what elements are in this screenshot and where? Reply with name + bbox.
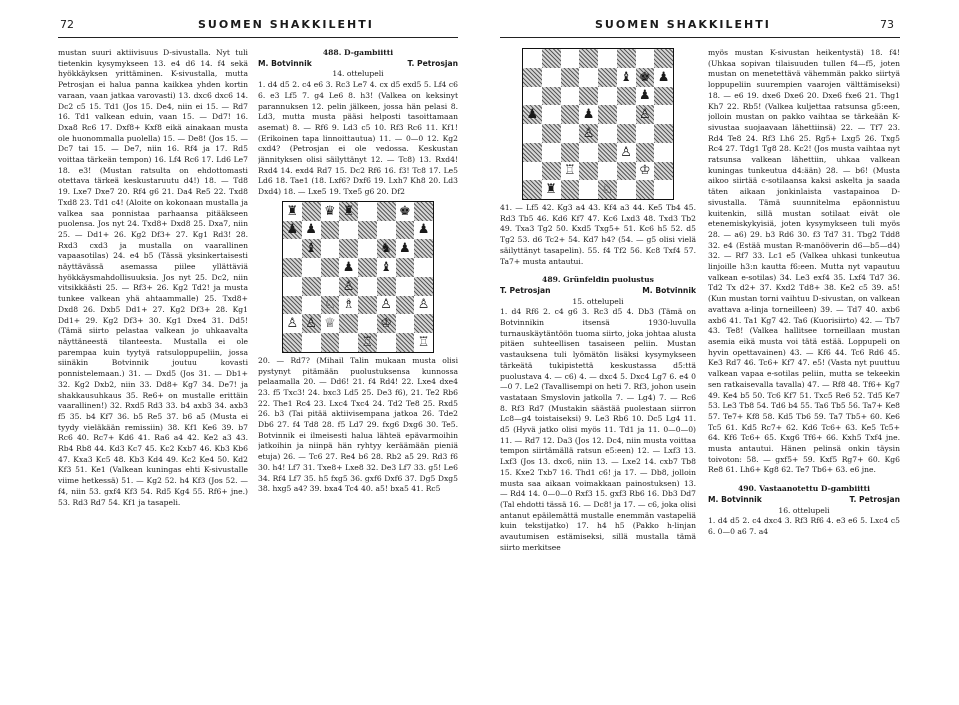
column-3 — [500, 48, 696, 698]
board-square — [598, 68, 617, 87]
board-square — [358, 221, 377, 240]
board-square — [617, 162, 636, 181]
board-square — [579, 49, 598, 68]
game-489-black: M. Botvinnik — [642, 285, 696, 295]
chess-piece-icon: ♟ — [657, 69, 670, 85]
board-square — [636, 87, 655, 106]
board-square — [542, 162, 561, 181]
board-square — [579, 143, 598, 162]
board-square — [358, 239, 377, 258]
board-square — [321, 202, 340, 221]
board-square — [377, 333, 396, 352]
chess-piece-icon: ♗ — [342, 297, 355, 313]
board-square — [598, 49, 617, 68]
board-square — [561, 105, 580, 124]
col1-annotation-text: mustan suuri aktiivisuus D-sivustalla. Nyt tuli tietenkin kysymykseen 13. e4 d6 14. f4 sekä hyökkäyksen yrittäminen. K-sivustalla, mutta Petrosjan ei halua panna kaikkea yhden kortin varaan, vaan jatkaa varovasti) 13. dxc6 dxc6 14. Dc2 c5 15. Td1 (Jos 15. De4, niin ei 15. — Rd7 16. Td1 valkean eduin, vaan 15. — Dd7! 16. Dxa8 Rc6 17. Dxf8+ Kxf8 eikä ainakaan musta ole huonommalla puolella) 15. — De8! (Jos 15. — Dc7 tai 15. — De7, niin 16. Rf4 ja 17. Rd5 voittaa tärkeän tempon) 16. Lf4 Rc6 17. Ld6 Le7 18. e3! (Mustan ratsulta on ehdottomasti otettava tärkeä keskustaruutu d4!) 18. — Td8 19. Lxe7 Dxe7 20. Rf4 g6 21. Da4 Re5 22. Txd8 Txd8 23. Td1 c4! (Aloite on kokonaan mustalla ja valkea saa ponnistaa parhaansa pitääkseen puolensa. Jos nyt 24. Txd8+ Dxd8 25. Dxa7, niin 25. — Dd1+ 26. Kg2 Df3+ 27. Kg1 Rd3! 28. Rxd3 cxd3 ja mustalla on vaarallinen vapaasotilas) 24. e4 b5 (Tässä yksinkertaisesti näyttävässä asemassa piilee yllättäviä hyökkäysmahdollisuuksia. Jos nyt 25. Dc2, niin vitsikkäästi 25. — Rf3+ 26. Kg2 Td2! ja musta tunkee valkean yhä ahtaammalle) 25. Txd8+ Dxd8 26. Dxb5 Dd1+ 27. Kg2 Df3+ 28. Kg1 Dd1+ 29. Kg2 Df3+ 30. Kg1 Dxe4 31. Dd5! (Tämä siirto pelastaa valkean jo uhkaavalta näyttäneestä tilanteesta. Mustalla ei ole parempaa kuin tyytyä ratsuloppupeliin, jossa siinäkin Botvinnik joutuu kovasti ponnistelemaan.) 31. — Dxd5 (Jos 31. — Db1+ 32. Kg2 Dxb2, niin 33. Dd8+ Kg7 34. De7! ja shakkausuhkaus 35. Re6+ on mustalle erittäin vaarallinen!) 32. Rxd5 Rd3 33. b4 axb3 34. axb3 f5 35. b4 Kf7 36. b5 Re5 37. b6 a5 (Musta ei tyydy vieläkään remissiin) 38. Kf1 Ke6 39. b7 Rc6 40. Rc7+ Kd6 41. Ra6 a4 42. Ke2 a3 43. Rb4 Rb8 44. Kd3 Kc7 45. Kc2 Kxb7 46. Kb3 Kb6 47. Kxa3 Kc5 48. Kb3 Kd4 49. Kc2 Ke4 50. Kd2 Kf3 51. Ke1 (Valkean kuningas ehti K-sivustalle viime hetkessä) 51. — Kg2 52. h4 Kf3 (Jos 52. — f4, niin 53. gxf4 Kf3 54. Rd5 Kg4 55. Rf6+ jne.) 53. Rd3 Rd7 54. Kf1 ja tasapeli. — [58, 48, 248, 507]
board-square — [358, 202, 377, 221]
game-490-title: 490. Vastaanotettu D-gambiitti — [737, 484, 871, 494]
board-square — [377, 277, 396, 296]
chess-piece-icon: ♙ — [620, 144, 632, 160]
chess-piece-icon: ♚ — [399, 203, 411, 219]
board-square — [579, 124, 598, 143]
right-running-title: SUOMEN SHAKKILEHTI — [595, 18, 771, 31]
chess-piece-icon: ♙ — [417, 297, 430, 313]
board-square — [302, 277, 321, 296]
right-page-number: 73 — [880, 18, 894, 31]
board-square — [283, 314, 302, 333]
board-square — [414, 277, 433, 296]
chess-piece-icon: ♛ — [324, 203, 336, 219]
board-square — [283, 221, 302, 240]
board-square — [321, 277, 340, 296]
board-square — [302, 258, 321, 277]
chess-piece-icon: ♔ — [639, 163, 651, 179]
chess-piece-icon: ♟ — [399, 241, 411, 257]
board-square — [321, 258, 340, 277]
chess-diagram-1 — [282, 201, 434, 353]
board-square — [579, 87, 598, 106]
board-square — [654, 124, 673, 143]
board-square — [523, 68, 542, 87]
chess-diagram-2 — [522, 48, 674, 200]
board-square — [636, 162, 655, 181]
game-489-round: 15. ottelupeli — [572, 296, 624, 306]
board-square — [542, 49, 561, 68]
board-square — [339, 277, 358, 296]
board-square — [358, 277, 377, 296]
board-square — [302, 296, 321, 315]
chess-piece-icon: ♙ — [380, 297, 392, 313]
board-square — [523, 87, 542, 106]
chess-piece-icon: ♟ — [286, 222, 299, 238]
board-square — [396, 296, 415, 315]
board-square — [414, 258, 433, 277]
board-square — [302, 239, 321, 258]
board-square — [617, 180, 636, 199]
board-square — [654, 162, 673, 181]
board-square — [358, 258, 377, 277]
board-square — [617, 105, 636, 124]
game-488-moves-b: 20. — Rd7? (Mihail Talin mukaan musta olisi pystynyt pitämään puolustuksensa kunnossa pelaamalla 20. — Dd6! 21. f4 Rd4! 22. Lxe4 dxe4 23. f5 Txc3! 24. bxc3 Ld5 25. De3 f6), 21. Te2 Rb6 22. The1 Rc4 23. Lxc4 Txc4 24. Td2 Te8 25. Rxd5 26. b3 (Tai pitää aktiivisempana jatkoa 26. Tde2 Db6 27. f4 Td8 28. f5 Ld7 29. fxg6 Dxg6 30. Te5. Botvinnik ei ilmeisesti halua lähteä epävarmoihin jatkoihin ja niinpä hän ryhtyy keräämään pieniä etuja) 26. — Tc6 27. Re4 b6 28. Rb2 a5 29. Rd3 f6 30. h4! Lf7 31. Txe8+ Lxe8 32. De3 Lf7 33. g5! Le6 34. Rf4 Lf7 35. h5 fxg5 36. gxf6 Dxf6 37. Dg5 Dxg5 38. hxg5 a4? 39. bxa4 Tc4 40. a5! bxa5 41. Rc5 — [258, 355, 458, 494]
board-square — [396, 277, 415, 296]
game-488-moves-a: 1. d4 d5 2. c4 e6 3. Rc3 Le7 4. cx d5 exd5 5. Lf4 c6 6. e3 Lf5 7. g4 Le6 8. h3! (Valkea on keksinyt parannuksen 12. pelin jälkeen, jossa hän pelasi 8. Ld3, mutta musta pääsi helposti tasoittamaan asemat) 8. — Rf6 9. Ld3 c5 10. Rf3 Rc6 11. Kf1! (Erikoinen tapa linnoittautua) 11. — 0—0 12. Kg2 cxd4? (Petrosjan ei ole vedossa. Keskustan jännityksen olisi säilyttänyt 12. — Tc8) 13. Rxd4! Rxd4 14. exd4 Rd7 15. Dc2 Rf6 16. f3! Tc8 17. Le5 Ld6 18. Tae1 (18. Lxf6? Dxf6 19. Lxh7 Kh8 20. Ld3 Dxd4) 18. — Lxe5 19. Txe5 g6 20. Df2 — [258, 80, 458, 197]
board-square — [654, 49, 673, 68]
board-square — [579, 180, 598, 199]
board-square — [339, 202, 358, 221]
chess-piece-icon: ♟ — [342, 259, 355, 275]
board-square — [654, 105, 673, 124]
board-square — [339, 258, 358, 277]
board-square — [377, 202, 396, 221]
board-square — [598, 143, 617, 162]
board-square — [561, 162, 580, 181]
chess-piece-icon: ♝ — [620, 69, 632, 85]
chess-piece-icon: ♕ — [324, 316, 336, 332]
game-488-title: 488. D-gambiitti — [322, 48, 394, 57]
board-square — [561, 180, 580, 199]
board-square — [396, 333, 415, 352]
board-square — [302, 202, 321, 221]
board-square — [302, 221, 321, 240]
board-square — [339, 333, 358, 352]
board-square — [654, 87, 673, 106]
board-square — [617, 68, 636, 87]
game-490-white: M. Botvinnik — [708, 494, 762, 504]
board-square — [542, 68, 561, 87]
board-square — [542, 124, 561, 143]
right-header-rule — [500, 37, 900, 38]
chess-piece-icon: ♜ — [342, 203, 355, 219]
board-square — [321, 239, 340, 258]
board-square — [579, 162, 598, 181]
board-square — [377, 314, 396, 333]
board-square — [396, 258, 415, 277]
board-square — [598, 162, 617, 181]
board-square — [414, 314, 433, 333]
board-square — [579, 68, 598, 87]
game-488-ending: 41. — Lf5 42. Kg3 a4 43. Kf4 a3 44. Ke5 Tb4 45. Rd3 Tb5 46. Kd6 Kf7 47. Kc6 Lxd3 48. Txd3 Tb2 49. Txa3 Tg2 50. Kxd5 Txg5+ 51. Kc6 h5 52. d5 Tg2 53. d6 Tc2+ 54. Kd7 h4? (54. — g5 olisi vielä säilyttänyt tasapelin). 55. f4 Tf2 56. Kc8 Txf4 57. Ta7+ musta antautui. — [500, 203, 696, 266]
board-square — [358, 314, 377, 333]
board-square — [561, 124, 580, 143]
chess-piece-icon: ♘ — [324, 297, 336, 313]
board-square — [542, 143, 561, 162]
game-489-title: 489. Grünfeldin puolustus — [542, 275, 654, 285]
chess-piece-icon: ♖ — [417, 334, 430, 350]
board-square — [339, 221, 358, 240]
chess-piece-icon: ♟ — [526, 107, 539, 123]
board-square — [302, 314, 321, 333]
board-square — [283, 277, 302, 296]
board-square — [636, 68, 655, 87]
board-square — [358, 296, 377, 315]
board-square — [523, 49, 542, 68]
board-square — [302, 333, 321, 352]
board-square — [654, 180, 673, 199]
board-square — [339, 296, 358, 315]
column-1 — [58, 48, 248, 698]
chess-piece-icon: ♝ — [305, 241, 317, 257]
game-489-continuation: myös mustan K-sivustan heikentystä) 18. f4! (Uhkaa sopivan tilaisuuden tullen f4—f5, joten mustan on menetettävä vähemmän pakko siirtyä loppupeliin suurempien vaarojen välttämiseksi) 18. — e6 19. dxe6 Dxe6 20. Dxe6 fxe6 21. Thg1 Kh7 22. Rb5! (Valkea kuljettaa ratsunsa g5:een, jolloin mustan on pakko vaihtaa se tärkeään K-sivustaa suojaavaan lähettiinsä) 22. — Tf7 23. Rd4 Te8 24. Rf3 Lh6 25. Rg5+ Lxg5 26. Txg5 Rc4 27. Tdg1 Tg8 28. Kc2! (Jos musta vaihtaa nyt ratsunsa valkean lähettiin, uhkaa valkean kuningas tunkeutua d4:ään) 28. — b6! (Musta aikoo siirtää c-sotilaansa kaksi askelta ja saada täten aikaan jonkinlaista vastapainoa D-sivustalla. Tämä suunnitelma epäonnistuu kuitenkin, sillä mustan sotilaat eivät ole etenemiskykyisiä, joten kysymykseen tuli myös 28. — a6) 29. b3 Rd6 30. f3 Td7 31. Tbg2 Tdd8 32. e4 (Estää mustan R-manööverin d6—b5—d4) 32. — Rf7 33. Lc1 e5 (Valkea uhkasi tunkeutua linjoille h3:n kautta f6:een. Mutta nyt vapautuu valkean e-sotilas) 34. Le3 exf4 35. Lxf4 Td7 36. Td2 Tx d2+ 37. Kxd2 Td8+ 38. Ke2 c5 39. a5! (Kun mustan torni vaihtuu D-sivustan, on valkean avattava a-linja torneilleen) 39. — Td7 40. axb6 axb6 41. Ta1 Kg7 42. Ta6 (Kuorisiirto) 42. — Tb7 43. Te8! (Valkea hallitsee torneillaan mustan asemia eikä musta voi tätä estää. Loppupeli on hyvin opettavainen) 43. — Kf6 44. Tc6 Rd6 45. Ke3 Rd7 46. Tc6+ Kf7 47. e5! (Vasta nyt puuttuu valkean vapaa e-sotilas peliin, mutta se tekeekin sen ratkaisevalla tavalla) 47. — Rf8 48. Tf6+ Kg7 49. Ke4 b5 50. Tc6 Kf7 51. Txc5 Re6 52. Td5 Ke7 53. Le3 Tb8 54. Td6 b4 55. Ta6 Tb5 56. Ta7+ Ke8 57. Te7+ Kf8 58. Kd5 Tb6 59. Ta7 Tb5+ 60. Ke6 Tc5 61. Kd5 Rc7+ 62. Kd6 Tc6+ 63. Ke5 Tc5+ 64. Kf6 Tc6+ 65. Kxg6 Tf6+ 66. Kxh5 Txf4 jne. musta antautui. Hänen pelinsä onkin täysin toivoton: 58. — gxf5+ 59. Kxf5 Rg7+ 60. Kg6 Re8 61. Lh6+ Kg8 62. Te7 Tb6+ 63. e6 jne. — [708, 48, 900, 475]
chess-piece-icon: ♟ — [417, 222, 430, 238]
column-4 — [708, 48, 900, 698]
board-square — [617, 87, 636, 106]
board-square — [414, 296, 433, 315]
board-square — [598, 87, 617, 106]
board-square — [283, 202, 302, 221]
chess-piece-icon: ♙ — [286, 316, 299, 332]
game-488-players — [258, 59, 458, 70]
board-square — [283, 333, 302, 352]
chess-piece-icon: ♙ — [582, 125, 595, 141]
board-square — [321, 296, 340, 315]
board-square — [377, 221, 396, 240]
chess-piece-icon: ♖ — [564, 163, 576, 179]
board-square — [561, 68, 580, 87]
board-square — [636, 124, 655, 143]
board-square — [523, 124, 542, 143]
board-square — [283, 258, 302, 277]
board-square — [617, 124, 636, 143]
board-square — [396, 221, 415, 240]
board-square — [414, 333, 433, 352]
board-square — [636, 49, 655, 68]
board-square — [358, 333, 377, 352]
board-square — [321, 314, 340, 333]
board-square — [617, 143, 636, 162]
board-square — [321, 333, 340, 352]
board-square — [542, 87, 561, 106]
board-square — [636, 143, 655, 162]
board-square — [414, 202, 433, 221]
board-square — [654, 68, 673, 87]
game-488-white: M. Botvinnik — [258, 58, 312, 68]
chess-piece-icon: ♖ — [361, 334, 374, 350]
game-490-round: 16. ottelupeli — [778, 505, 830, 515]
chess-piece-icon: ♙ — [305, 316, 317, 332]
board-square — [377, 296, 396, 315]
chess-piece-icon: ♜ — [545, 182, 557, 198]
board-square — [339, 239, 358, 258]
board-square — [414, 221, 433, 240]
board-square — [283, 239, 302, 258]
game-489-white: T. Petrosjan — [500, 285, 551, 295]
column-2 — [258, 48, 458, 698]
board-square — [339, 314, 358, 333]
game-490-players — [708, 495, 900, 506]
board-square — [617, 49, 636, 68]
chess-piece-icon: ♚ — [639, 69, 651, 85]
board-square — [654, 143, 673, 162]
chess-piece-icon: ♘ — [601, 182, 614, 198]
board-square — [523, 180, 542, 199]
board-square — [561, 87, 580, 106]
board-square — [561, 143, 580, 162]
board-square — [579, 105, 598, 124]
board-square — [523, 162, 542, 181]
board-square — [598, 180, 617, 199]
board-square — [542, 180, 561, 199]
board-square — [636, 105, 655, 124]
chess-piece-icon: ♔ — [380, 316, 392, 332]
board-square — [598, 105, 617, 124]
left-header-rule — [58, 37, 458, 38]
board-square — [414, 239, 433, 258]
left-page-number: 72 — [60, 18, 74, 31]
board-square — [283, 296, 302, 315]
chess-piece-icon: ♞ — [380, 241, 392, 257]
game-488-round: 14. ottelupeli — [332, 69, 384, 79]
board-square — [377, 258, 396, 277]
board-square — [598, 124, 617, 143]
board-square — [396, 239, 415, 258]
board-square — [321, 221, 340, 240]
chess-piece-icon: ♟ — [582, 107, 595, 123]
board-square — [396, 314, 415, 333]
board-square — [523, 143, 542, 162]
chess-piece-icon: ♙ — [342, 278, 355, 294]
board-square — [396, 202, 415, 221]
board-square — [542, 105, 561, 124]
game-488-black: T. Petrosjan — [407, 58, 458, 68]
game-490-black: T. Petrosjan — [849, 494, 900, 504]
chess-piece-icon: ♟ — [639, 88, 651, 104]
game-489-moves: 1. d4 Rf6 2. c4 g6 3. Rc3 d5 4. Db3 (Tämä on Botvinnikin itsensä 1930-luvulla turnauskäytäntöön tuoma siirto, joka johtaa alusta pitäen suhteellisen tasaiseen peliin. Mustan vastauksena tuli lyömätön lisäksi kysymykseen tärkeätä tukipistettä keskustassa d5:ttä puolustava 4. — c6) 4. — dxc4 5. Dxc4 Lg7 6. e4 0—0 7. Le2 (Tavallisempi on heti 7. Rf3, johon usein vastataan Smyslovin jatkolla 7. — Lg4) 7. — Rc6 8. Rf3 Rd7 (Mustakin säästää puolestaan siirron Lc8—g4 toistaiseksi) 9. Le3 Rb6 10. Dc5 Lg4 11. d5 (Hyvä jatko olisi myös 11. Td1 ja 11. 0—0—0) 11. — Rd7 12. Da3 (Jos 12. Dc4, niin musta voittaa tempon siirtämällä ratsun e5:een) 12. — Lxf3 13. Lxf3 (Jos 13. dxc6, niin 13. — Lxe2 14. cxb7 Tb8 15. Kxe2 Txb7 16. Thd1 c6! ja 17. — Db8, jolloin musta saa aikaan voimakkaan painostuksen) 13. — Rd4 14. 0—0—0 Rxf3 15. gxf3 Rb6 16. Db3 Dd7 (Tal ehdotti tässä 16. — Dc8! ja 17. — c6, joka olisi antanut epäilemättä mustalle enemmän vastapeliä kuin tekstijatko) 17. h4 h5 (Pakko h-linjan avautumisen estämiseksi, sillä mustalla tämä siirto merkitsee — [500, 307, 696, 552]
game-489-players — [500, 286, 696, 297]
chess-piece-icon: ♜ — [286, 203, 299, 219]
board-square — [636, 180, 655, 199]
board-square — [377, 239, 396, 258]
board-square — [523, 105, 542, 124]
board-square — [561, 49, 580, 68]
chess-piece-icon: ♟ — [305, 222, 317, 238]
chess-piece-icon: ♝ — [380, 259, 392, 275]
chess-piece-icon: ♙ — [639, 107, 651, 123]
game-490-moves: 1. d4 d5 2. c4 dxc4 3. Rf3 Rf6 4. e3 e6 5. Lxc4 c5 6. 0—0 a6 7. a4 — [708, 516, 900, 536]
left-running-title: SUOMEN SHAKKILEHTI — [198, 18, 374, 31]
